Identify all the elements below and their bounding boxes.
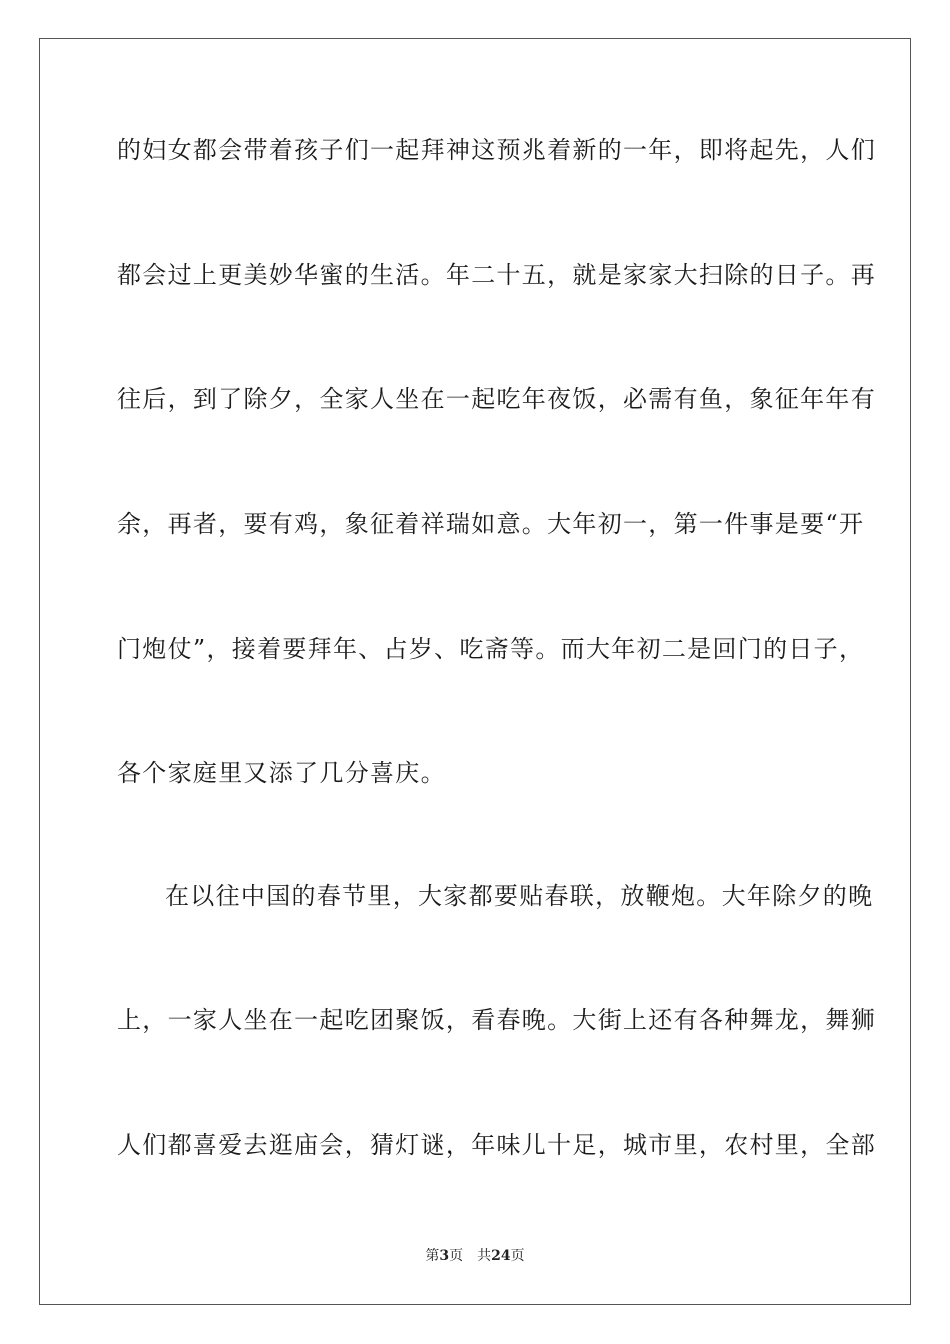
text-line-9: 人们都喜爱去逛庙会，猜灯谜，年味儿十足，城市里，农村里，全部 <box>117 1131 876 1159</box>
page-border <box>39 38 911 1305</box>
text-line-1: 的妇女都会带着孩子们一起拜神这预兆着新的一年，即将起先，人们 <box>117 136 876 164</box>
page-footer <box>0 1247 950 1265</box>
text-line-5: 门炮仗”，接着要拜年、占岁、吃斋等。而大年初二是回门的日子， <box>117 635 865 663</box>
page-label-suffix: 页 <box>449 1248 464 1264</box>
total-pages-number: 24 <box>491 1248 511 1264</box>
paragraph-2-first-line: 在以往中国的春节里，大家都要贴春联，放鞭炮。大年除夕的晚 <box>165 882 874 910</box>
text-line-8: 上，一家人坐在一起吃团聚饭，看春晚。大街上还有各种舞龙，舞狮 <box>117 1006 876 1034</box>
text-line-3: 往后，到了除夕，全家人坐在一起吃年夜饭，必需有鱼，象征年年有 <box>117 385 876 413</box>
text-line-2: 都会过上更美妙华蜜的生活。年二十五，就是家家大扫除的日子。再 <box>117 261 876 289</box>
page-label-prefix: 第 <box>425 1248 440 1264</box>
total-label-prefix: 共 <box>477 1248 492 1264</box>
current-page-number: 3 <box>439 1248 450 1264</box>
text-line-6: 各个家庭里又添了几分喜庆。 <box>117 759 446 787</box>
total-label-suffix: 页 <box>510 1248 525 1264</box>
text-line-4: 余，再者，要有鸡，象征着祥瑞如意。大年初一，第一件事是要“开 <box>117 510 865 538</box>
